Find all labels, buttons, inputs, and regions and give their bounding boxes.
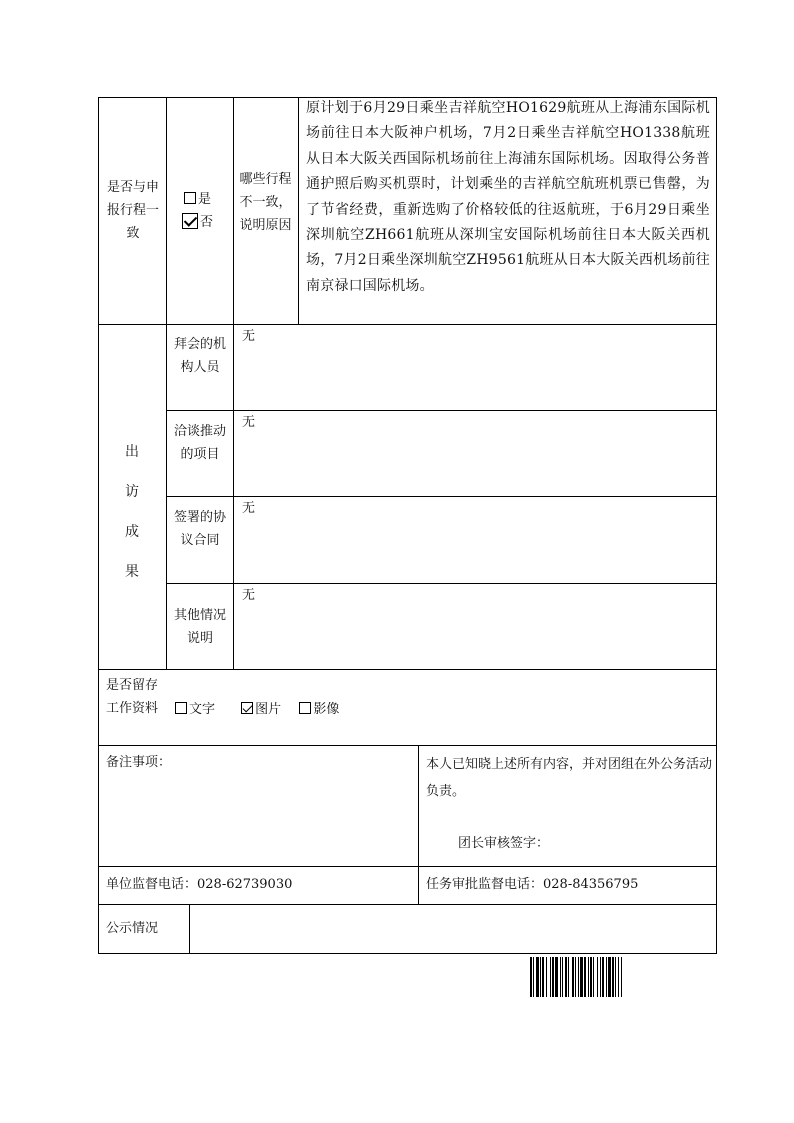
checkbox-yes[interactable] xyxy=(184,192,196,204)
option-yes-label: 是 xyxy=(198,192,212,207)
outcome-label-other: 其他情况说明 xyxy=(173,608,226,646)
barcode-image xyxy=(530,957,623,997)
table-rule xyxy=(189,904,190,954)
outcome-label-organizations: 拜会的机构人员 xyxy=(173,337,226,375)
table-rule xyxy=(418,745,419,904)
table-rule xyxy=(98,669,717,670)
consistency-options xyxy=(184,188,213,234)
option-text-label: 文字 xyxy=(189,702,216,717)
checkbox-text[interactable] xyxy=(175,702,187,714)
outcomes-section-label xyxy=(110,432,154,592)
outcome-value-organizations: 无 xyxy=(242,329,256,344)
outcome-label-projects: 洽谈推动的项目 xyxy=(173,424,226,462)
outcome-value-other: 无 xyxy=(242,588,256,603)
materials-options xyxy=(175,698,339,721)
remarks-label: 备注事项： xyxy=(106,755,172,770)
barcode-bar xyxy=(622,957,623,997)
option-no-label: 否 xyxy=(200,215,214,230)
outcome-value-agreements: 无 xyxy=(242,501,256,516)
option-video-label: 影像 xyxy=(313,702,340,717)
outcome-value-projects: 无 xyxy=(242,415,256,430)
table-rule xyxy=(98,745,717,746)
consistency-label: 是否与申报行程一致 xyxy=(106,180,159,241)
table-rule xyxy=(298,97,299,325)
unit-phone: 单位监督电话：028-62739030 xyxy=(106,877,293,892)
outcomes-char: 出 xyxy=(125,444,139,460)
table-rule xyxy=(166,97,167,670)
reason-text: 原计划于6月29日乘坐吉祥航空HO1629航班从上海浦东国际机场前往日本大阪神户机场，7月2日乘坐吉祥航空HO1338航班从日本大阪关西国际机场前往上海浦东国际机场。因取得公务普通护照后购买机票时，计划乘坐的吉祥航空航班机票已售罄，为了节省经费，重新选购了价格较低的往返航班，于6月29日乘坐深圳航空ZH661航班从深圳宝安国际机场前往日本大阪关西机场，7月2日乘坐深圳航空ZH9561航班从日本大阪关西机场前往南京禄口国际机场。 xyxy=(306,100,710,294)
checkbox-image-checked[interactable] xyxy=(241,702,253,714)
outcomes-char: 成 xyxy=(125,524,139,540)
outcome-label-agreements: 签署的协议合同 xyxy=(173,510,226,548)
table-rule xyxy=(98,324,717,325)
checkbox-video[interactable] xyxy=(299,702,311,714)
publicity-label: 公示情况 xyxy=(106,921,159,936)
materials-label: 是否留存工作资料 xyxy=(106,678,159,716)
outcomes-char: 果 xyxy=(125,564,139,580)
table-rule xyxy=(233,97,234,670)
table-border-bottom xyxy=(98,953,717,954)
reason-label: 哪些行程不一致，说明原因 xyxy=(239,172,292,233)
option-video[interactable] xyxy=(299,702,339,717)
option-text[interactable] xyxy=(175,702,215,717)
option-no[interactable] xyxy=(182,211,213,234)
option-image-label: 图片 xyxy=(255,702,282,717)
outcomes-char: 访 xyxy=(125,484,139,500)
table-border-right xyxy=(716,97,717,954)
task-phone: 任务审批监督电话：028-84356795 xyxy=(426,877,639,892)
table-rule xyxy=(98,904,717,905)
remarks-statement: 本人已知晓上述所有内容，并对团组在外公务活动负责。 xyxy=(426,757,713,799)
table-rule xyxy=(98,866,717,867)
checkbox-no-checked[interactable] xyxy=(182,213,198,229)
option-image[interactable] xyxy=(241,702,281,717)
signature-label: 团长审核签字： xyxy=(458,836,550,851)
option-yes[interactable] xyxy=(184,188,213,211)
table-border-left xyxy=(98,97,99,954)
